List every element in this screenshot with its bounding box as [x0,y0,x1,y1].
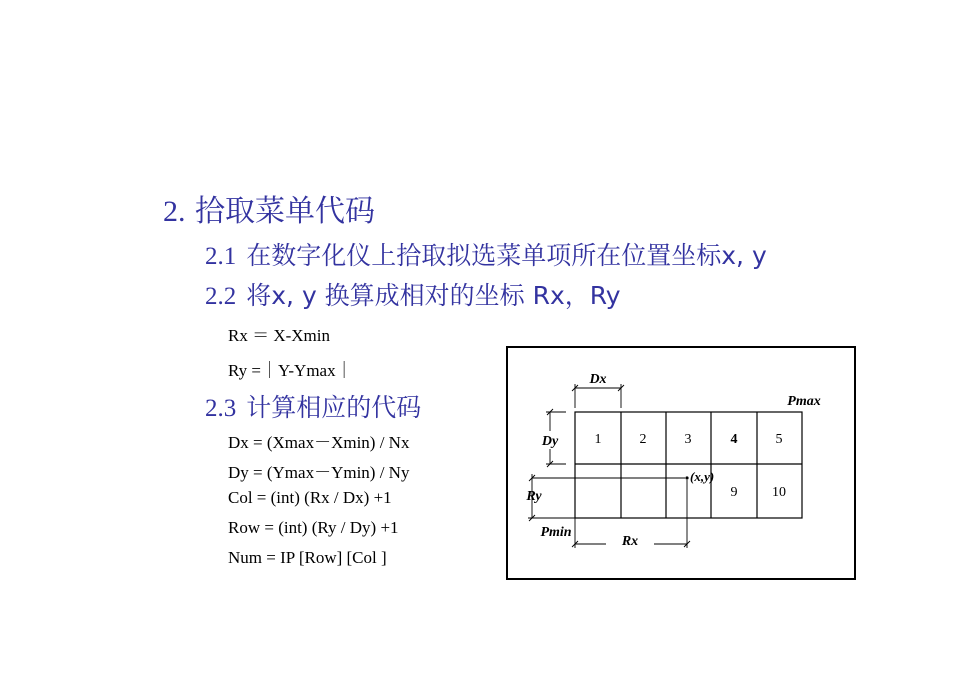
pmin-label: Pmin [540,525,572,540]
formula-ry: Ry =｜Y-Ymax｜ [228,361,353,380]
grid-outline [575,412,802,518]
dx-dimension [572,384,624,408]
section-heading [163,186,375,230]
cell-label: 3 [684,432,692,447]
cell-label: 10 [772,485,786,500]
step-text: 在数字化仪上拾取拟选菜单项所在位置坐标x, y [246,241,767,270]
formula-row: Row = (int) (Ry / Dy) +1 [228,518,399,537]
pmax-label: Pmax [787,394,821,409]
formula-col: Col = (int) (Rx / Dx) +1 [228,488,392,507]
rx-label: Rx [621,534,639,549]
section-title: 拾取菜单代码 [195,194,376,229]
cell-label: 2 [639,432,647,447]
cell-label: 4 [730,432,738,447]
menu-grid-diagram [506,346,856,580]
cell-label: 9 [730,485,738,500]
formula-dx: Dx = (Xmax－Xmin) / Nx [228,433,410,452]
ry-label: Ry [526,489,542,504]
ry-dimension [528,474,685,521]
formula-dy: Dy = (Ymax－Ymin) / Ny [228,463,410,482]
dx-label: Dx [589,372,607,387]
step-2-1 [205,236,767,272]
cell-label: 1 [594,432,602,447]
step-number: 2.1 [205,243,237,270]
section-number: 2. [163,195,186,228]
step-2-2 [205,276,621,312]
step-2-3 [205,388,421,424]
step-number: 2.3 [205,395,237,422]
step-text: 计算相应的代码 [246,393,422,422]
grid-lines [575,412,802,518]
point-label: (x,y) [690,469,715,484]
formula-rx: Rx ＝ X-Xmin [228,326,330,345]
step-text: 将x, y 换算成相对的坐标 Rx，Ry [246,281,621,310]
formula-num: Num = IP [Row] [Col ] [228,548,387,567]
diagram-svg [508,348,854,578]
step-number: 2.2 [205,283,237,310]
point-marker [685,476,688,479]
cell-label: 5 [775,432,783,447]
dy-label: Dy [541,434,559,449]
